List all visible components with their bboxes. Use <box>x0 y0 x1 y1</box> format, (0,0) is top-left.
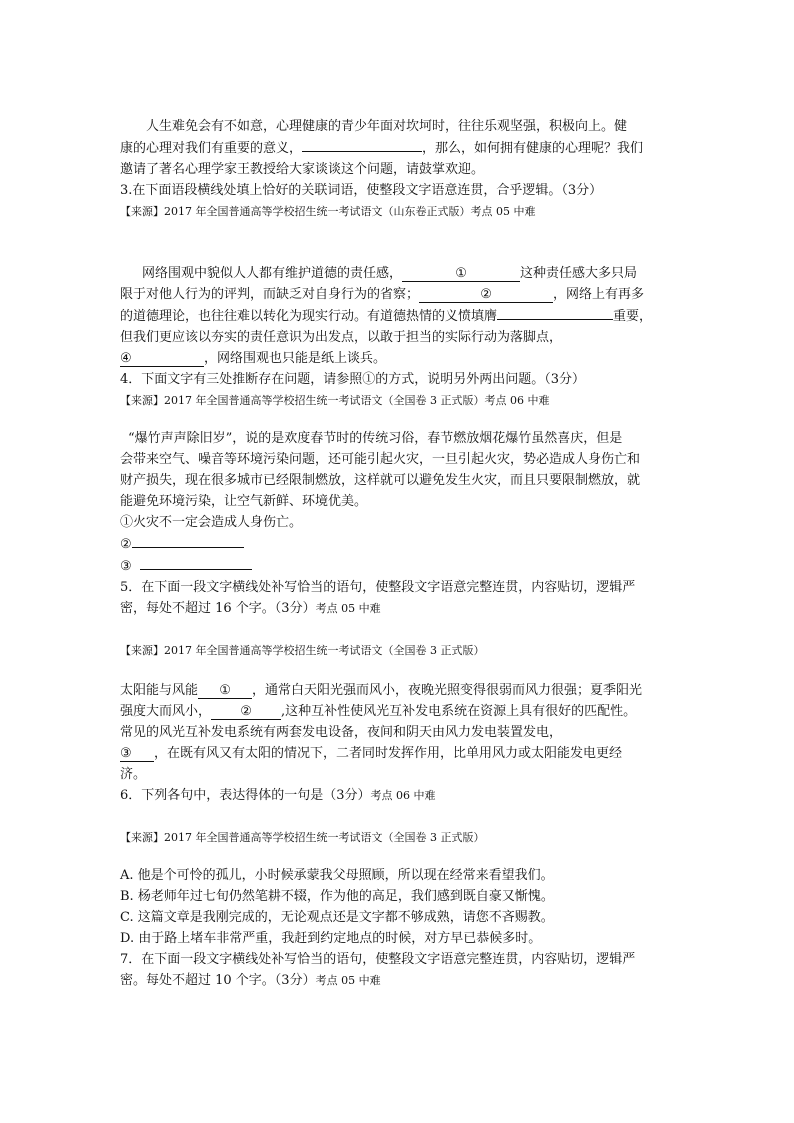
passage-network <box>120 263 680 411</box>
passage-line: 能避免环境污染，让空气新鲜、环境优美。 <box>120 494 368 509</box>
question-source: 【来源】2017 年全国普通高等学校招生统一考试语文（全国卷 3 正式版） <box>120 644 485 657</box>
question-4: 4．下面文字有三处推断存在问题，请参照①的方式，说明另外两出问题。（3分） <box>120 372 586 387</box>
answer-blank-4[interactable]: ④ <box>120 352 204 367</box>
passage-line: 的道德理论，也往往难以转化为现实行动。有道德热情的义愤填膺 重要， <box>120 305 680 327</box>
option-b[interactable]: B. 杨老师年过七旬仍然笔耕不辍，作为他的高足，我们感到既自豪又惭愧。 <box>120 889 554 904</box>
answer-blank-2[interactable]: ② <box>211 705 281 720</box>
answer-blank-1[interactable]: ① <box>402 267 520 282</box>
question-6: 6．下列各句中，表达得体的一句是（3分）考点 06 中难 <box>120 788 436 803</box>
answer-blank-3[interactable] <box>497 305 613 320</box>
answer-blank[interactable] <box>140 555 252 570</box>
passage-line: 人生难免会有不如意，心理健康的青少年面对坎坷时，往往乐观坚强，积极向上。健 <box>146 119 628 134</box>
passage-line: 常见的风光互补发电系统有两套发电设备，夜间和阴天由风力发电装置发电， <box>120 725 563 740</box>
passage-line: 康的心理对我们有重要的意义， ，那么，如何拥有健康的心理呢？我们 <box>120 137 680 159</box>
answer-blank[interactable] <box>132 533 244 548</box>
passage-solar-wind <box>120 680 680 848</box>
option-c[interactable]: C. 这篇文章是我刚完成的，无论观点还是文字都不够成熟，请您不吝赐教。 <box>120 910 554 925</box>
passage-line: 强度大而风小， ② ,这种互补性使风光互补发电系统在资源上具有很好的匹配性。 <box>120 704 637 719</box>
passage-line: 网络围观中貌似人人都有维护道德的责任感， ① 这种责任感大多只局 <box>142 266 638 281</box>
answer-item-3: ③ <box>120 555 680 577</box>
passage-line: 财产损失，现在很多城市已经限制燃放，这样就可以避免发生火灾，而且只要限制燃放，就 <box>120 473 641 488</box>
question-source: 【来源】2017 年全国普通高等学校招生统一考试语文（山东卷正式版）考点 05 中难 <box>120 205 536 218</box>
question-5-cont: 密，每处不超过 16 个字。（3分）考点 05 中难 <box>120 601 381 616</box>
question-7: 7．在下面一段文字横线处补写恰当的语句，使整段文字语意完整连贯，内容贴切，逻辑严 <box>120 952 636 967</box>
passage-line: 会带来空气、噪音等环境污染问题，还可能引起火灾，一旦引起火灾，势必造成人身伤亡和 <box>120 452 641 467</box>
answer-blank[interactable] <box>302 137 422 152</box>
question-3: 3.在下面语段横线处填上恰好的关联词语，使整段文字语意连贯，合乎逻辑。（3分） <box>120 183 603 198</box>
option-d[interactable]: D. 由于路上堵车非常严重，我赶到约定地点的时候，对方早已恭候多时。 <box>120 931 542 946</box>
passage-line: ④ ，网络围观也只能是纸上谈兵。 <box>120 351 387 366</box>
passage-line: 但我们更应该以夯实的责任意识为出发点，以敢于担当的实际行动为落脚点， <box>120 330 563 345</box>
question-5: 5．在下面一段文字横线处补写恰当的语句，使整段文字语意完整连贯，内容贴切，逻辑严 <box>120 580 636 595</box>
answer-blank-3[interactable]: ③ <box>120 747 154 762</box>
passage-line: ③ ，在既有风又有太阳的情况下，二者同时发挥作用，比单用风力或太阳能发电更经 <box>120 746 623 761</box>
passage-line: 限于对他人行为的评判，而缺乏对自身行为的省察； ② ，网络上有再多 <box>120 287 645 302</box>
passage-line: 济。 <box>120 767 147 782</box>
answer-blank-1[interactable]: ① <box>198 684 252 699</box>
passage-psychology <box>120 116 680 222</box>
answer-item-1: ①火灾不一定会造成人身伤亡。 <box>120 515 303 530</box>
passage-firecrackers <box>120 428 680 661</box>
passage-line: 太阳能与风能 ① ，通常白天阳光强而风小，夜晚光照变得很弱而风力很强；夏季阳光 <box>120 683 643 698</box>
passage-line: “爆竹声声除旧岁”，说的是欢度春节时的传统习俗，春节燃放烟花爆竹虽然喜庆，但是 <box>128 431 623 446</box>
question-source: 【来源】2017 年全国普通高等学校招生统一考试语文（全国卷 3 正式版） <box>120 831 485 844</box>
question-6-options <box>120 865 680 991</box>
answer-blank-2[interactable]: ② <box>419 288 553 303</box>
answer-item-2: ② <box>120 533 680 555</box>
question-source: 【来源】2017 年全国普通高等学校招生统一考试语文（全国卷 3 正式版）考点 06 中难 <box>120 394 550 407</box>
question-7-cont: 密。每处不超过 10 个字。（3分）考点 05 中难 <box>120 973 381 988</box>
passage-line: 邀请了著名心理学家王教授给大家谈谈这个问题，请鼓掌欢迎。 <box>120 162 485 177</box>
option-a[interactable]: A. 他是个可怜的孤儿，小时候承蒙我父母照顾，所以现在经常来看望我们。 <box>120 868 554 883</box>
